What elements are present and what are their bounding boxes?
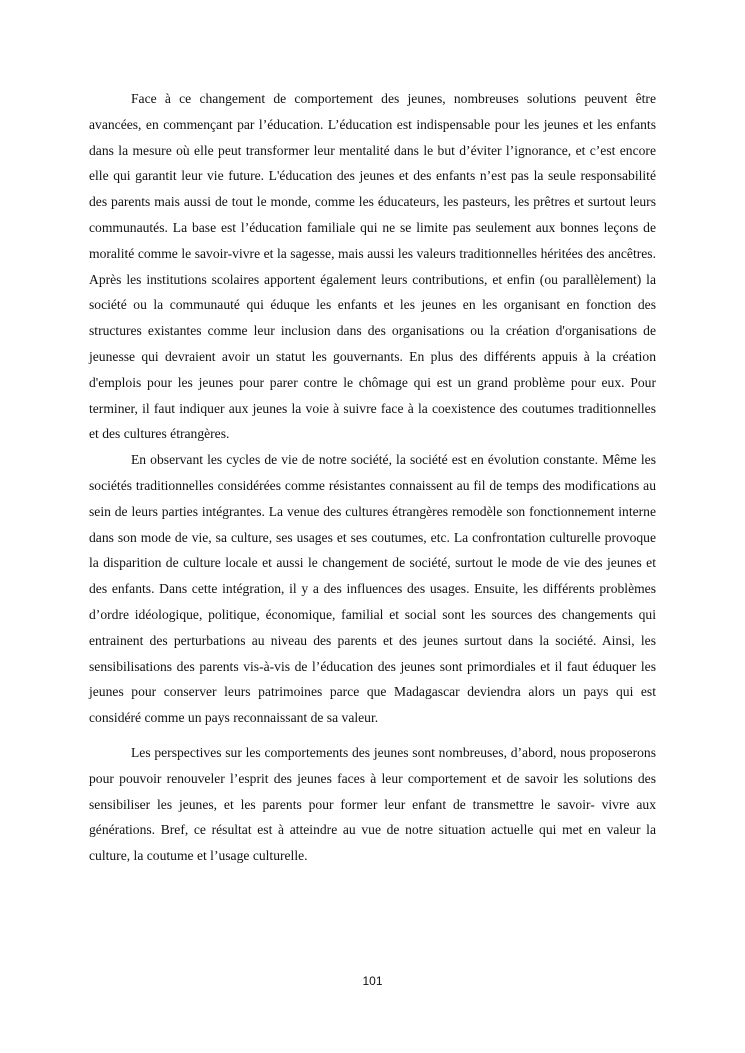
page-number: 101	[362, 974, 383, 988]
paragraph-cycles: En observant les cycles de vie de notre société, la société est en évolution constante. Même les sociétés traditionnelles considérées comme résistantes connaissent au fil de temps des modifications au sein de leurs parties intégrantes. La venue des cultures étrangères remodèle son fonctionnement interne dans son mode de vie, sa culture, ses usages et ses coutumes, etc. La confrontation culturelle provoque la disparition de culture locale et aussi le changement de société, surtout le mode de vie des jeunes et des enfants. Dans cette intégration, il y a des influences des usages. Ensuite, les différents problèmes d’ordre idéologique, politique, économique, familial et social sont les sources des changements qui entrainent des perturbations au niveau des parents et des jeunes surtout dans la société. Ainsi, les sensibilisations des parents vis-à-vis de l’éducation des jeunes sont primordiales et il faut éduquer les jeunes pour conserver leurs patrimoines parce que Madagascar deviendra alors un pays qui est considéré comme un pays reconnaissant de sa valeur.	[89, 452, 656, 726]
paragraph-perspectives: Les perspectives sur les comportements des jeunes sont nombreuses, d’abord, nous proposerons pour pouvoir renouveler l’esprit des jeunes faces à leur comportement et de savoir les solutions des sensibiliser les jeunes, et les parents pour former leur enfant de transmettre le savoir- vivre aux générations. Bref, ce résultat est à atteindre au vue de notre situation actuelle qui met en valeur la culture, la coutume et l’usage culturelle.	[89, 744, 656, 864]
paragraph-solutions: Face à ce changement de comportement des jeunes, nombreuses solutions peuvent être avancées, en commençant par l’éducation. L’éducation est indispensable pour les jeunes et les enfants dans la mesure où elle peut transformer leur mentalité dans le but d’éviter l’ignorance, et c’est encore elle qui garantit leur vie future. L'éducation des jeunes et des enfants n’est pas la seule responsabilité des parents mais aussi de tout le monde, comme les éducateurs, les pasteurs, les prêtres et surtout leurs communautés. La base est l’éducation familiale qui ne se limite pas seulement aux bonnes leçons de moralité comme le savoir-vivre et la sagesse, mais aussi les valeurs traditionnelles héritées des ancêtres. Après les institutions scolaires apportent également leurs contributions, et enfin (ou parallèlement) la société ou la communauté qui éduque les enfants et les jeunes en les organisant en fonction des structures existantes comme leur inclusion dans des organisations ou la création d'organisations de jeunesse qui devraient avoir un statut les gouvernants. En plus des différents appuis à la création d'emplois pour les jeunes pour parer contre le chômage qui est un grand problème pour eux. Pour terminer, il faut indiquer aux jeunes la voie à suivre face à la coexistence des coutumes traditionnelles et des cultures étrangères.	[89, 91, 656, 442]
body-text	[89, 86, 656, 869]
